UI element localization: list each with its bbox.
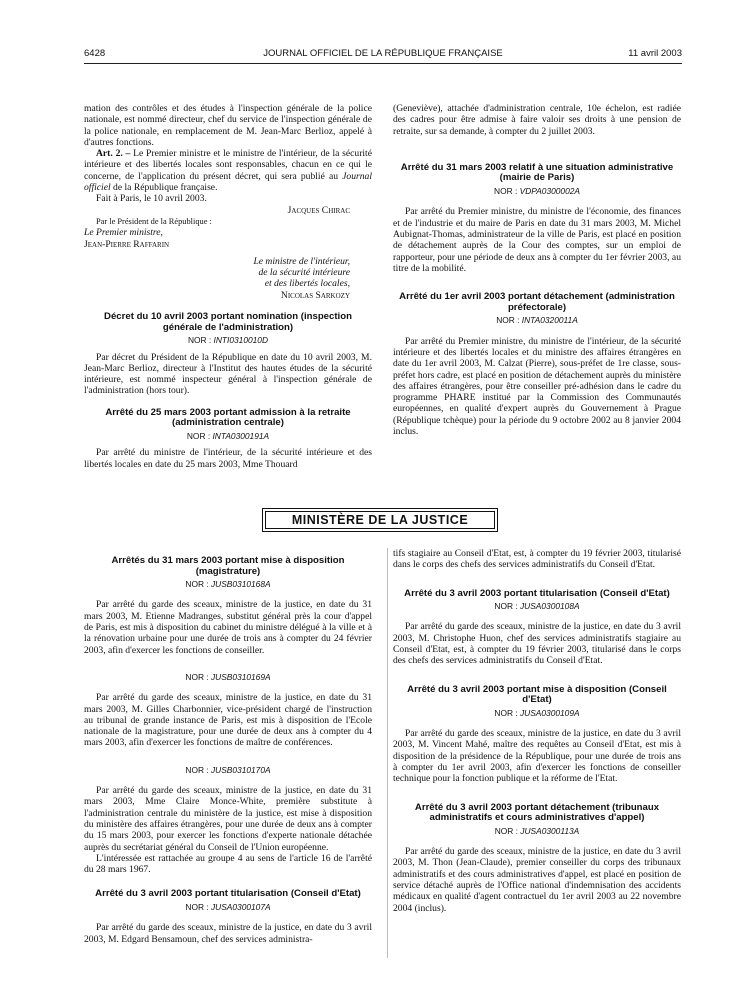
mad-nor-3 [84, 765, 372, 776]
titularisation-nor [84, 902, 372, 913]
nor-code: JUSA0300113A [520, 825, 580, 836]
nor-code: INTA0300191A [212, 430, 270, 441]
signature-president: Jacques Chirac [287, 204, 350, 216]
mad-2-text: Par arrêté du garde des sceaux, ministre de la justice, en date du 3 avril 2003, M. Vincent Mahé, maître des requêtes au Conseil d'Etat, est mis à disposition de la présidence de la République, pour une durée de trois ans à compter du 1er avril 2003, afin d'exercer les fonctions de conseiller technique pour la fonction publique et la réforme de l'Etat. [393, 728, 681, 785]
par-le-president: Par le Président de la République : [96, 216, 212, 226]
mad-2-title: Arrêté du 3 avril 2003 portant mise à disposition (Conseil d'Etat) [407, 683, 667, 706]
retraite-nor [84, 431, 372, 442]
nor-label: NOR : [496, 315, 520, 326]
detachement-2-nor [393, 826, 681, 837]
retraite-title: Arrêté du 25 mars 2003 portant admission à la retraite (administration centrale) [105, 406, 351, 429]
nor-code: JUSB0310168A [210, 579, 271, 590]
page-header [84, 48, 682, 64]
situation-nor [393, 186, 681, 197]
continued-paragraph: tifs stagiaire au Conseil d'Etat, est, à compter du 19 février 2003, titularisé dans le corps des chefs des services administratifs du Conseil d'Etat. [393, 548, 681, 571]
nor-label: NOR : [494, 707, 518, 718]
ministre-title-line2: de la sécurité intérieure [258, 267, 350, 279]
titularisation-2-nor [393, 601, 681, 612]
mad-nor-1 [84, 579, 372, 590]
nor-code: VDPA0300002A [519, 186, 580, 197]
bottom-right-column [393, 548, 681, 914]
article-2-label: Art. 2. – [96, 148, 131, 160]
journal-officiel-ref: Journal officiel [84, 170, 372, 194]
bottom-left-column [84, 548, 372, 945]
mad-text-1: Par arrêté du garde des sceaux, ministre de la justice, en date du 31 mars 2003, M. Etienne Madranges, substitut général près la cour d'appel de Paris, est mis à disposition du cabinet du ministre délégué à la ville et à la rénovation urbaine pour une durée de trois ans à compter du 24 février 2003, afin d'exercer les fonctions de conseiller. [84, 599, 372, 656]
retraite-text: Par arrêté du ministre de l'intérieur, de la sécurité intérieure et des libertés locales en date du 25 mars 2003, Mme Thouard [84, 447, 372, 470]
detachement-2-title: Arrêté du 3 avril 2003 portant détachement (tribunaux administratifs et cours administratives d'appel) [414, 801, 660, 824]
issue-date: 11 avril 2003 [628, 48, 682, 59]
decret-title: Décret du 10 avril 2003 portant nomination (inspection générale de l'administration) [104, 311, 352, 333]
nor-label: NOR : [494, 825, 518, 836]
situation-title: Arrêté du 31 mars 2003 relatif à une situation administrative (mairie de Paris) [400, 161, 674, 184]
continued-paragraph: mation des contrôles et des études à l'inspection générale de la police nationale, est nommé directeur, chef du service de l'inspection générale de la police nationale, en remplacement de M. Jean-Marc Berlioz, appelé à d'autres fonctions. [84, 103, 372, 148]
top-left-column [84, 103, 372, 470]
nor-code: INTA0320011A [521, 315, 578, 326]
nor-label: NOR : [185, 671, 209, 682]
article-2-text: Le Premier ministre et le ministre de l'intérieur, de la sécurité intérieure et des libertés locales sont responsables, chacun en ce qui le concerne, de l'application du présent décret, qui sera publié au [84, 148, 372, 182]
nor-label: NOR : [494, 601, 518, 612]
ministry-banner [262, 508, 498, 532]
decret-nor [84, 335, 372, 346]
detachement-text: Par arrêté du Premier ministre, du ministre de l'intérieur, de la sécurité intérieure et des libertés locales et du ministre des affaires étrangères en date du 1er avril 2003, M. Calzat (Pierre), sous-préfet de 1re classe, sous-préfet hors cadre, est placé en position de détachement auprès du ministère des affaires étrangères, pour être conseiller pré-adhésion dans le cadre du programme PHARE institué par la Commission des Communautés européennes, en qualité d'expert auprès du Gouvernement à Prague (République tchèque) pour la période du 9 octobre 2002 au 8 janvier 2004 inclus. [393, 335, 681, 438]
detachement-title: Arrêté du 1er avril 2003 portant détachement (administration préfectorale) [399, 291, 675, 313]
ministre-title-line3: et des libertés locales, [264, 278, 350, 290]
ministry-title: MINISTÈRE DE LA JUSTICE [265, 511, 495, 529]
titularisation-text: Par arrêté du garde des sceaux, ministre de la justice, en date du 3 avril 2003, M. Edgard Bensamoun, chef des services administra- [84, 922, 372, 945]
nor-code: JUSB0310170A [210, 764, 271, 775]
mad-nor-2 [84, 672, 372, 683]
ministre-title-line1: Le ministre de l'intérieur, [253, 255, 350, 267]
nor-label: NOR : [186, 430, 211, 441]
mad-text-3: Par arrêté du garde des sceaux, ministre de la justice, en date du 31 mars 2003, Mme Claire Monce-White, première substitute à l'administration centrale du ministère de la justice, est mise à disposition du ministère des affaires étrangères, pour une durée de deux ans à compter du 15 mars 2003, pour exercer les fonctions d'experte nationale détachée auprès du secrétariat général du Conseil de l'Union européenne. [84, 785, 372, 853]
mad-2-nor [393, 708, 681, 719]
continued-paragraph: (Geneviève), attachée d'administration centrale, 10e échelon, est radiée des cadres pour être admise à faire valoir ses droits à une pension de retraite, sur sa demande, à compter du 2 juillet 2003. [393, 103, 681, 137]
journal-title: JOURNAL OFFICIEL DE LA RÉPUBLIQUE FRANÇAISE [263, 48, 503, 59]
detachement-2-text: Par arrêté du garde des sceaux, ministre de la justice, en date du 3 avril 2003, M. Thon (Jean-Claude), premier conseiller du corps des tribunaux administratifs et des cours administratives d'appel, est placé en position de service détaché auprès de l'Office national d'indemnisation des accidents médicaux en qualité d'agent contractuel du 1er avril 2003 au 22 novembre 2004 (inclus). [393, 846, 681, 914]
article-2 [84, 148, 372, 193]
detachement-nor [393, 315, 681, 326]
mad-title: Arrêtés du 31 mars 2003 portant mise à disposition (magistrature) [111, 555, 345, 577]
nor-label: NOR : [187, 335, 212, 346]
nor-label: NOR : [185, 579, 209, 590]
header-rule [84, 63, 682, 64]
premier-ministre-title: Le Premier ministre, [84, 227, 163, 239]
column-divider [387, 548, 388, 958]
nor-code: JUSA0300109A [519, 707, 580, 718]
mad-text-3b: L'intéressée est rattachée au groupe 4 au sens de l'article 16 de l'arrêté du 28 mars 1967. [84, 852, 372, 876]
fait-a-paris: Fait à Paris, le 10 avril 2003. [96, 193, 207, 205]
nor-label: NOR : [185, 764, 209, 775]
page-number: 6428 [84, 48, 106, 59]
decret-text: Par décret du Président de la République en date du 10 avril 2003, M. Jean-Marc Berlioz, directeur à l'Institut des hautes études de la sécurité intérieure, est nommé inspecteur général à l'inspection générale de l'administration (hors tour). [84, 351, 372, 397]
top-right-column [393, 103, 681, 437]
premier-ministre-name: Jean-Pierre Raffarin [84, 238, 170, 250]
situation-text: Par arrêté du Premier ministre, du ministre de l'économie, des finances et de l'industrie et du maire de Paris en date du 31 mars 2003, M. Michel Aubignat-Thomas, administrateur de la ville de Paris, est placé en position de détachement auprès de la Cour des comptes, sur un emploi de rapporteur, pour une période de deux ans à compter du 1er février 2003, au titre de la mobilité. [393, 206, 681, 274]
titularisation-2-title: Arrêté du 3 avril 2003 portant titularisation (Conseil d'Etat) [404, 587, 670, 599]
ministre-name: Nicolas Sarkozy [280, 289, 350, 301]
article-2-end: de la République française. [113, 182, 218, 194]
mad-text-2: Par arrêté du garde des sceaux, ministre de la justice, en date du 31 mars 2003, M. Gilles Charbonnier, vice-président chargé de l'instruction au tribunal de grande instance de Paris, est mis à disposition de l'Ecole nationale de la magistrature, pour une durée de deux ans à compter du 4 mars 2003, afin d'exercer les fonctions de maître de conférences. [84, 692, 372, 749]
nor-label: NOR : [494, 186, 518, 197]
nor-code: JUSB0310169A [210, 671, 271, 682]
nor-code: JUSA0300107A [210, 902, 271, 913]
titularisation-2-text: Par arrêté du garde des sceaux, ministre de la justice, en date du 3 avril 2003, M. Christophe Huon, chef des services administratifs stagiaire au Conseil d'Etat, est, à compter du 19 février 2003, titularisé dans le corps des chefs des services administratifs du Conseil d'Etat. [393, 621, 681, 667]
nor-label: NOR : [185, 902, 209, 913]
nor-code: JUSA0300108A [519, 601, 580, 612]
nor-code: INTI0310010D [213, 335, 269, 346]
titularisation-title: Arrêté du 3 avril 2003 portant titularisation (Conseil d'Etat) [95, 888, 361, 900]
